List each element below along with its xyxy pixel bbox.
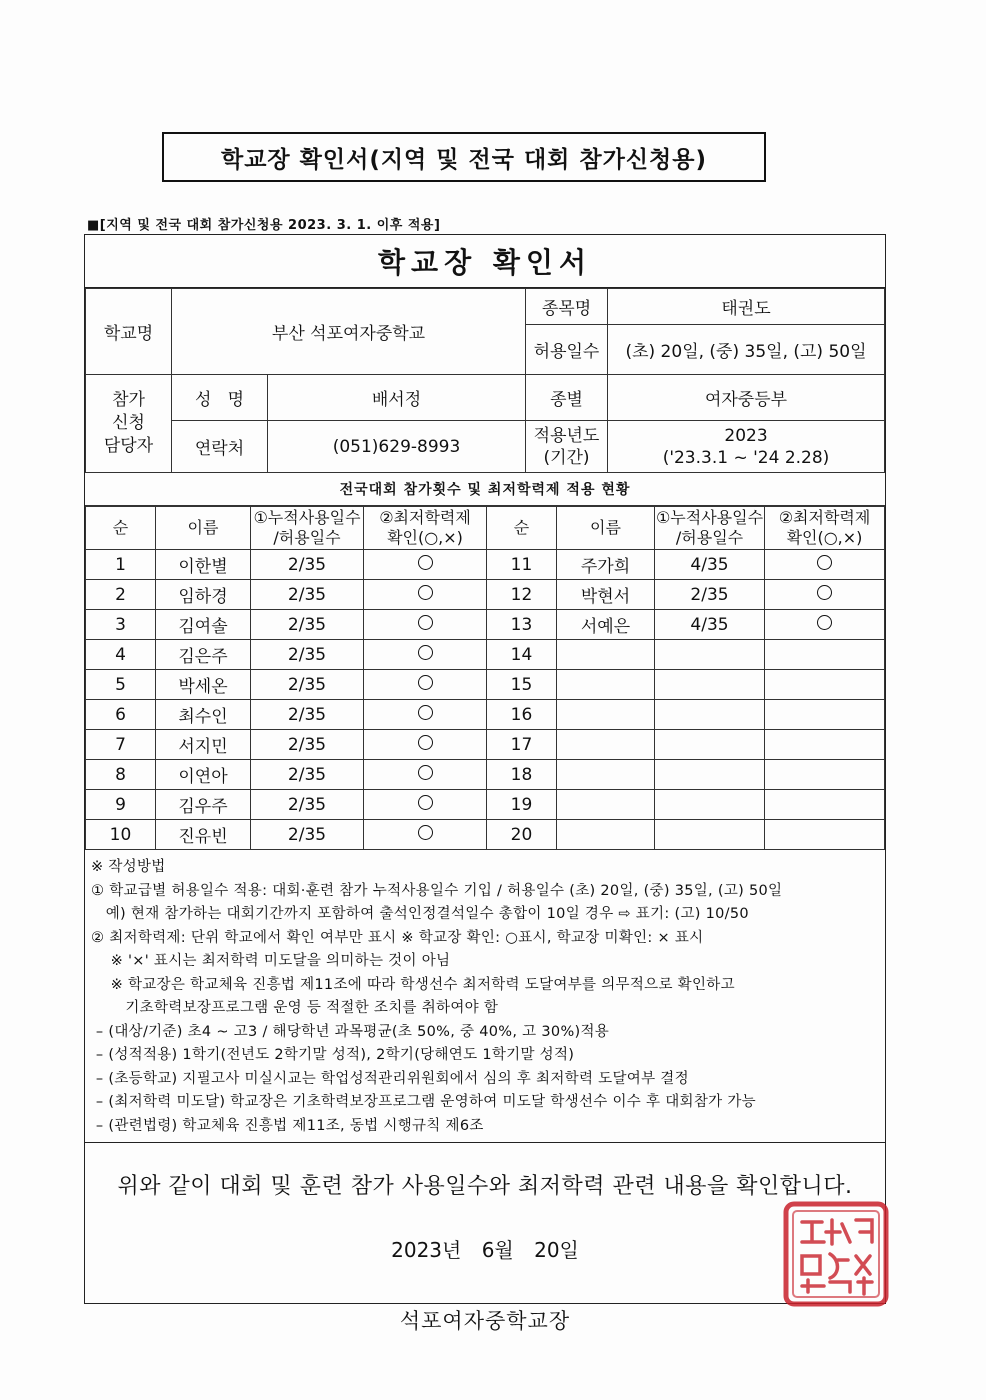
cell-days: 2/35	[655, 580, 765, 610]
cell-check	[765, 730, 885, 760]
table-row	[86, 550, 885, 580]
cell-days: 2/35	[251, 610, 364, 640]
cell-check	[364, 760, 487, 790]
cell-check	[765, 820, 885, 850]
instruction-line: – (대상/기준) 초4 ~ 고3 / 해당학년 과목평균(초 50%, 중 40%, 고 30%)적용	[91, 1023, 610, 1040]
cell-name: 김은주	[156, 640, 251, 670]
cell-no: 9	[86, 790, 156, 820]
header-no: 순	[86, 507, 156, 550]
check-circle-icon	[418, 705, 433, 720]
check-circle-icon	[817, 615, 832, 630]
check-circle-icon	[817, 555, 832, 570]
cell-name: 김여솔	[156, 610, 251, 640]
cell-name	[557, 640, 655, 670]
cell-check	[765, 610, 885, 640]
cell-no: 3	[86, 610, 156, 640]
cell-days: 2/35	[251, 730, 364, 760]
cell-no: 1	[86, 550, 156, 580]
confirmation-form	[84, 234, 886, 1333]
info-table	[85, 288, 885, 473]
cell-check	[765, 760, 885, 790]
name-label: 성 명	[172, 375, 268, 421]
check-circle-icon	[418, 555, 433, 570]
instruction-line: – (초등학교) 지필고사 미실시교는 학업성적관리위원회에서 심의 후 최저학력 도달여부 결정	[91, 1070, 689, 1087]
cell-check	[765, 640, 885, 670]
year-label: 적용년도 (기간)	[526, 421, 608, 473]
cell-days: 2/35	[251, 700, 364, 730]
check-circle-icon	[418, 675, 433, 690]
cell-name: 김우주	[156, 790, 251, 820]
cell-days: 4/35	[655, 550, 765, 580]
cell-check	[364, 610, 487, 640]
cell-days: 2/35	[251, 640, 364, 670]
year-value: 2023 ('23.3.1 ~ '24 2.28)	[608, 421, 885, 473]
principal-signature: 석포여자중학교장	[399, 1309, 571, 1333]
table-row	[86, 820, 885, 850]
header-name: 이름	[156, 507, 251, 550]
cell-name: 주가희	[557, 550, 655, 580]
cell-days: 2/35	[251, 760, 364, 790]
header-check: ②최저학력제 확인(○,×)	[765, 507, 885, 550]
table-row	[86, 640, 885, 670]
check-circle-icon	[418, 615, 433, 630]
cell-check	[364, 640, 487, 670]
category-value: 여자중등부	[608, 375, 885, 421]
cell-no: 2	[86, 580, 156, 610]
cell-days: 2/35	[251, 550, 364, 580]
cell-check	[765, 790, 885, 820]
cell-check	[765, 580, 885, 610]
sport-value: 태권도	[608, 289, 885, 325]
cell-check	[364, 670, 487, 700]
cell-no: 16	[487, 700, 557, 730]
school-seal-stamp	[780, 1198, 892, 1310]
cell-check	[765, 550, 885, 580]
cell-check	[364, 730, 487, 760]
allowance-label: 허용일수	[526, 325, 608, 375]
cell-days: 2/35	[251, 670, 364, 700]
check-circle-icon	[418, 765, 433, 780]
applicability-note: ■[지역 및 전국 대회 참가신청용 2023. 3. 1. 이후 적용]	[87, 218, 441, 233]
header-days: ①누적사용일수 /허용일수	[655, 507, 765, 550]
cell-check	[364, 790, 487, 820]
cell-name: 최수인	[156, 700, 251, 730]
cell-no: 13	[487, 610, 557, 640]
cell-no: 7	[86, 730, 156, 760]
check-circle-icon	[418, 795, 433, 810]
instruction-line: ※ 학교장은 학교체육 진흥법 제11조에 따라 학생선수 최저학력 도달여부를 의무적으로 확인하고	[91, 976, 735, 993]
cell-check	[765, 700, 885, 730]
cell-no: 18	[487, 760, 557, 790]
header-name: 이름	[557, 507, 655, 550]
cell-check	[364, 820, 487, 850]
cell-name: 진유빈	[156, 820, 251, 850]
cell-days	[655, 670, 765, 700]
cell-check	[364, 700, 487, 730]
cell-name	[557, 760, 655, 790]
table-row	[86, 730, 885, 760]
table-row	[86, 700, 885, 730]
table-row	[86, 610, 885, 640]
name-value: 배서정	[268, 375, 526, 421]
instruction-line: 기초학력보장프로그램 운영 등 적절한 조치를 취하여야 함	[91, 1000, 499, 1016]
cell-no: 17	[487, 730, 557, 760]
cell-days	[655, 730, 765, 760]
cell-days	[655, 790, 765, 820]
contact-value: (051)629-8993	[268, 421, 526, 473]
instruction-line: 예) 현재 참가하는 대회기간까지 포함하여 출석인정결석일수 총합이 10일 경우 ⇨ 표기: (고) 10/50	[91, 906, 749, 922]
participation-table	[85, 506, 885, 850]
section-title: 전국대회 참가횟수 및 최저학력제 적용 현황	[85, 473, 885, 506]
cell-days	[655, 640, 765, 670]
cell-no: 15	[487, 670, 557, 700]
cell-name: 이연아	[156, 760, 251, 790]
cell-check	[364, 550, 487, 580]
header-check: ②최저학력제 확인(○,×)	[364, 507, 487, 550]
cell-name: 서지민	[156, 730, 251, 760]
check-circle-icon	[817, 585, 832, 600]
cell-no: 4	[86, 640, 156, 670]
cell-name	[557, 820, 655, 850]
cell-no: 19	[487, 790, 557, 820]
instruction-line: ① 학교급별 허용일수 적용: 대회·훈련 참가 누적사용일수 기입 / 허용일수 (초) 20일, (중) 35일, (고) 50일	[91, 882, 783, 899]
document-title: 학교장 확인서(지역 및 전국 대회 참가신청용)	[162, 132, 766, 182]
sport-label: 종목명	[526, 289, 608, 325]
instruction-line: – (최저학력 미도달) 학교장은 기초학력보장프로그램 운영하여 미도달 학생선수 이수 후 대회참가 가능	[91, 1094, 756, 1110]
cell-check	[364, 580, 487, 610]
header-days: ①누적사용일수 /허용일수	[251, 507, 364, 550]
cell-days: 2/35	[251, 580, 364, 610]
category-label: 종별	[526, 375, 608, 421]
cell-name: 서예은	[557, 610, 655, 640]
cell-name	[557, 790, 655, 820]
check-circle-icon	[418, 735, 433, 750]
school-value: 부산 석포여자중학교	[172, 289, 526, 375]
cell-no: 20	[487, 820, 557, 850]
form-title: 학교장 확인서	[85, 235, 885, 288]
cell-name	[557, 700, 655, 730]
table-row	[86, 790, 885, 820]
confirmation-statement: 위와 같이 대회 및 훈련 참가 사용일수와 최저학력 관련 내용을 확인합니다.	[117, 1174, 853, 1199]
check-circle-icon	[418, 825, 433, 840]
cell-check	[765, 670, 885, 700]
school-label: 학교명	[86, 289, 172, 375]
cell-days	[655, 760, 765, 790]
cell-days: 2/35	[251, 790, 364, 820]
cell-name: 임하경	[156, 580, 251, 610]
cell-no: 12	[487, 580, 557, 610]
table-row	[86, 670, 885, 700]
allowance-value: (초) 20일, (중) 35일, (고) 50일	[608, 325, 885, 375]
check-circle-icon	[418, 645, 433, 660]
instruction-line: ② 최저학력제: 단위 학교에서 확인 여부만 표시 ※ 학교장 확인: ○표시, 학교장 미확인: × 표시	[91, 929, 704, 946]
cell-name	[557, 670, 655, 700]
instruction-line: – (관련법령) 학교체육 진흥법 제11조, 동법 시행규칙 제6조	[91, 1117, 484, 1134]
cell-no: 10	[86, 820, 156, 850]
cell-name	[557, 730, 655, 760]
table-row	[86, 580, 885, 610]
table-row	[86, 760, 885, 790]
contact-label: 연락처	[172, 421, 268, 473]
applicant-label: 참가 신청 담당자	[86, 375, 172, 473]
cell-no: 11	[487, 550, 557, 580]
cell-days: 4/35	[655, 610, 765, 640]
cell-name: 이한별	[156, 550, 251, 580]
instruction-line: ※ '×' 표시는 최저학력 미도달을 의미하는 것이 아님	[91, 953, 451, 969]
cell-name: 박현서	[557, 580, 655, 610]
instruction-line: – (성적적용) 1학기(전년도 2학기말 성적), 2학기(당해연도 1학기말 성적)	[91, 1047, 575, 1063]
cell-name: 박세온	[156, 670, 251, 700]
cell-days	[655, 820, 765, 850]
cell-no: 8	[86, 760, 156, 790]
cell-no: 5	[86, 670, 156, 700]
cell-no: 6	[86, 700, 156, 730]
cell-no: 14	[487, 640, 557, 670]
instruction-line: ※ 작성방법	[91, 859, 166, 875]
cell-days	[655, 700, 765, 730]
instructions	[85, 850, 885, 1143]
cell-days: 2/35	[251, 820, 364, 850]
issue-date: 2023년 6월 20일	[391, 1238, 579, 1262]
check-circle-icon	[418, 585, 433, 600]
header-no: 순	[487, 507, 557, 550]
